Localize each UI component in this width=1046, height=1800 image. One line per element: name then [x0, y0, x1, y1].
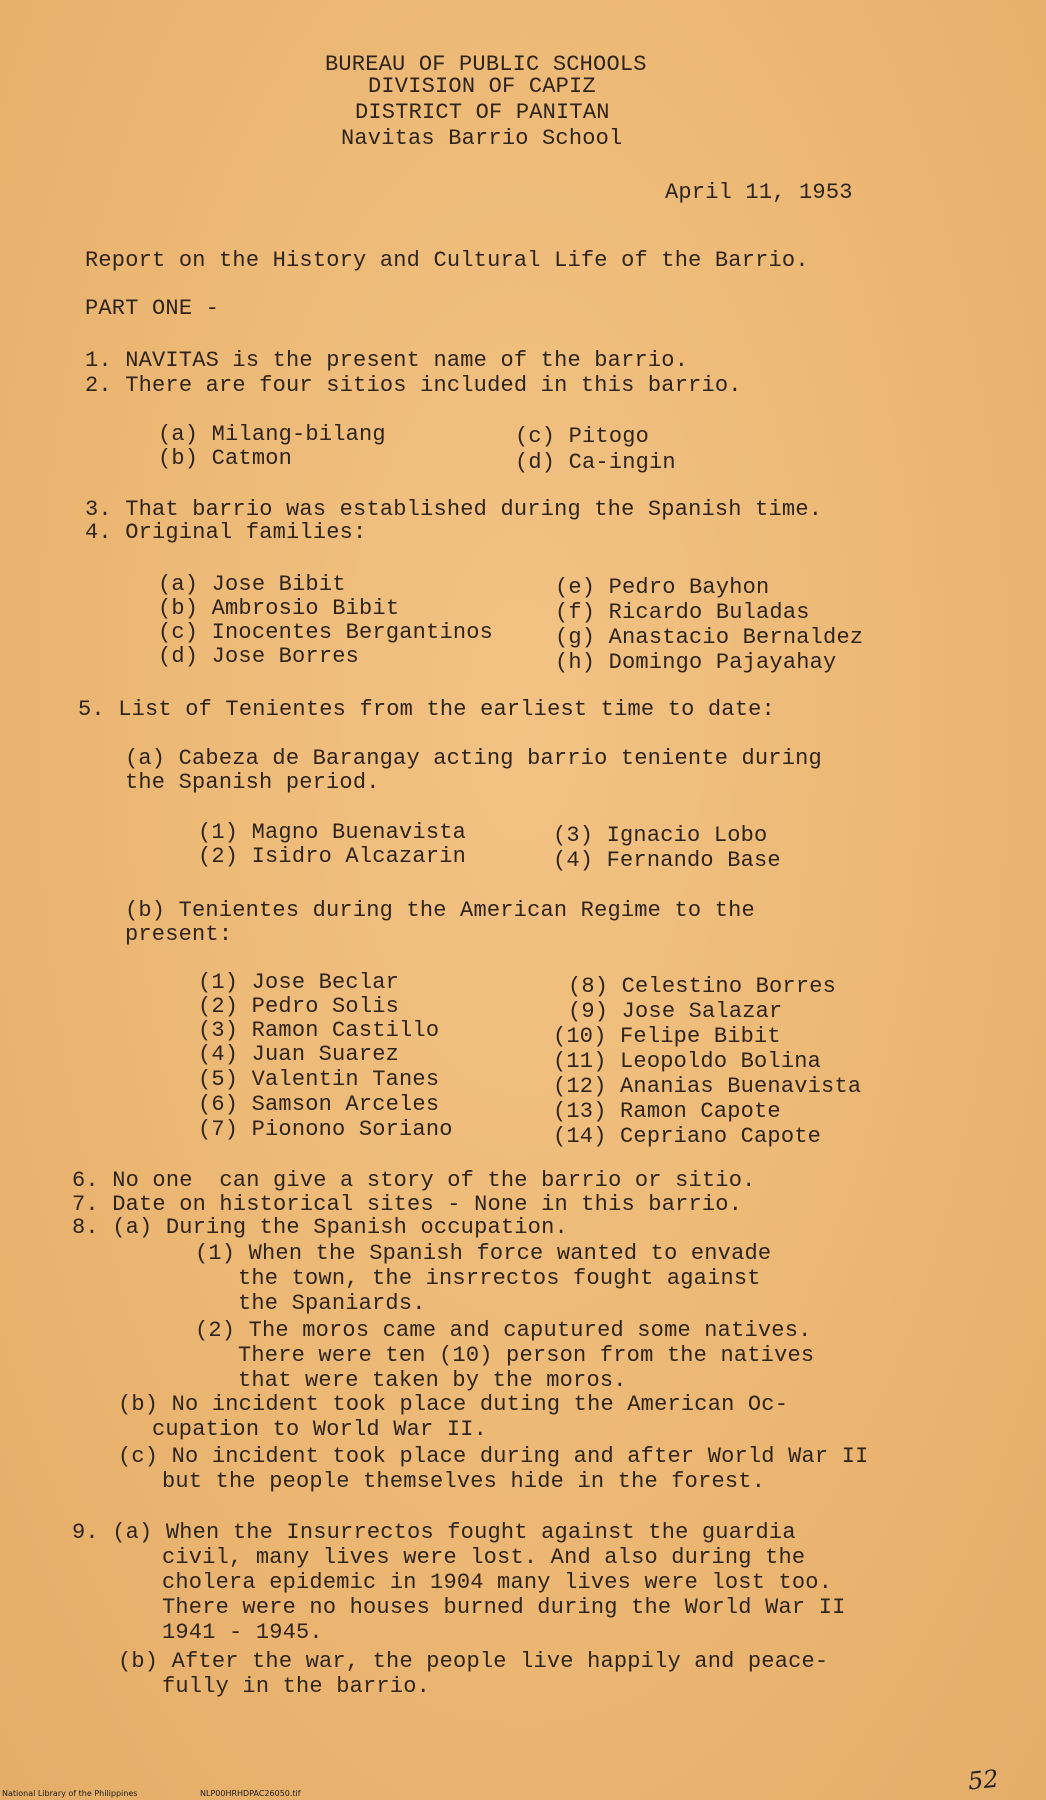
- document-date: April 11, 1953: [665, 180, 853, 205]
- item-5b-line2: present:: [125, 922, 233, 947]
- item-9b-line1: (b) After the war, the people live happily and peace-: [118, 1649, 829, 1674]
- family-b: (b) Ambrosio Bibit: [158, 596, 400, 621]
- item-8a2-line2: There were ten (10) person from the natives: [238, 1343, 815, 1368]
- item-1: 1. NAVITAS is the present name of the barrio.: [85, 348, 689, 373]
- spanish-teniente-2: (2) Isidro Alcazarin: [198, 844, 467, 869]
- item-8a1-line2: the town, the insrrectos fought against: [238, 1266, 761, 1291]
- item-9a-line4: There were no houses burned during the World War II: [162, 1595, 846, 1620]
- report-title: Report on the History and Cultural Life of the Barrio.: [85, 248, 809, 273]
- american-teniente-3: (3) Ramon Castillo: [198, 1018, 440, 1043]
- sitio-a: (a) Milang-bilang: [158, 422, 386, 447]
- item-8: 8. (a) During the Spanish occupation.: [72, 1215, 568, 1240]
- item-8a2-line1: (2) The moros came and caputured some natives.: [195, 1318, 812, 1343]
- sitio-c: (c) Pitogo: [515, 424, 650, 449]
- item-5b-line1: (b) Tenientes during the American Regime to the: [125, 898, 755, 923]
- spanish-teniente-4: (4) Fernando Base: [553, 848, 781, 873]
- spanish-teniente-3: (3) Ignacio Lobo: [553, 823, 768, 848]
- sitio-d: (d) Ca-ingin: [515, 450, 676, 475]
- american-teniente-6: (6) Samson Arceles: [198, 1092, 440, 1117]
- item-8b-line1: (b) No incident took place duting the American Oc-: [118, 1392, 789, 1417]
- item-6: 6. No one can give a story of the barrio or sitio.: [72, 1168, 756, 1193]
- item-3: 3. That barrio was established during the Spanish time.: [85, 497, 823, 522]
- american-teniente-1: (1) Jose Beclar: [198, 970, 400, 995]
- item-9a-line1: 9. (a) When the Insurrectos fought against the guardia: [72, 1520, 796, 1545]
- header-school: Navitas Barrio School: [341, 126, 623, 151]
- item-5a-line2: the Spanish period.: [125, 770, 380, 795]
- item-8c-line1: (c) No incident took place during and after World War II: [118, 1444, 869, 1469]
- american-teniente-7: (7) Pionono Soriano: [198, 1117, 453, 1142]
- family-d: (d) Jose Borres: [158, 644, 360, 669]
- item-9a-line2: civil, many lives were lost. And also during the: [162, 1545, 806, 1570]
- item-9b-line2: fully in the barrio.: [162, 1674, 431, 1699]
- item-8c-line2: but the people themselves hide in the forest.: [162, 1469, 766, 1494]
- american-teniente-12: (12) Ananias Buenavista: [553, 1074, 862, 1099]
- american-teniente-9: (9) Jose Salazar: [568, 999, 783, 1024]
- family-g: (g) Anastacio Bernaldez: [555, 625, 864, 650]
- american-teniente-4: (4) Juan Suarez: [198, 1042, 400, 1067]
- american-teniente-13: (13) Ramon Capote: [553, 1099, 781, 1124]
- spanish-teniente-1: (1) Magno Buenavista: [198, 820, 467, 845]
- item-8a2-line3: that were taken by the moros.: [238, 1368, 627, 1393]
- family-a: (a) Jose Bibit: [158, 572, 346, 597]
- item-5a-line1: (a) Cabeza de Barangay acting barrio teniente during: [125, 746, 822, 771]
- sitio-b: (b) Catmon: [158, 446, 293, 471]
- american-teniente-5: (5) Valentin Tanes: [198, 1067, 440, 1092]
- item-9a-line5: 1941 - 1945.: [162, 1620, 323, 1645]
- american-teniente-8: (8) Celestino Borres: [568, 974, 837, 999]
- american-teniente-14: (14) Cepriano Capote: [553, 1124, 822, 1149]
- item-5: 5. List of Tenientes from the earliest time to date:: [78, 697, 775, 722]
- family-h: (h) Domingo Pajayahay: [555, 650, 837, 675]
- american-teniente-2: (2) Pedro Solis: [198, 994, 400, 1019]
- page-number: 52: [966, 1764, 1000, 1796]
- item-9a-line3: cholera epidemic in 1904 many lives were lost too.: [162, 1570, 833, 1595]
- item-7: 7. Date on historical sites - None in this barrio.: [72, 1192, 743, 1217]
- footer-filename: NLP00HRHDPAC26050.tif: [200, 1789, 301, 1798]
- header-district: DISTRICT OF PANITAN: [355, 100, 610, 125]
- footer-library: National Library of the Philippines: [2, 1789, 138, 1798]
- item-4: 4. Original families:: [85, 520, 367, 545]
- item-8a1-line1: (1) When the Spanish force wanted to envade: [195, 1241, 772, 1266]
- family-c: (c) Inocentes Bergantinos: [158, 620, 494, 645]
- header-bureau: BUREAU OF PUBLIC SCHOOLS: [325, 52, 647, 77]
- part-one-heading: PART ONE -: [85, 296, 220, 321]
- american-teniente-10: (10) Felipe Bibit: [553, 1024, 781, 1049]
- item-8a1-line3: the Spaniards.: [238, 1291, 426, 1316]
- american-teniente-11: (11) Leopoldo Bolina: [553, 1049, 822, 1074]
- item-8b-line2: cupation to World War II.: [152, 1417, 488, 1442]
- family-e: (e) Pedro Bayhon: [555, 575, 770, 600]
- header-division: DIVISION OF CAPIZ: [368, 74, 596, 99]
- item-2: 2. There are four sitios included in this barrio.: [85, 373, 742, 398]
- family-f: (f) Ricardo Buladas: [555, 600, 810, 625]
